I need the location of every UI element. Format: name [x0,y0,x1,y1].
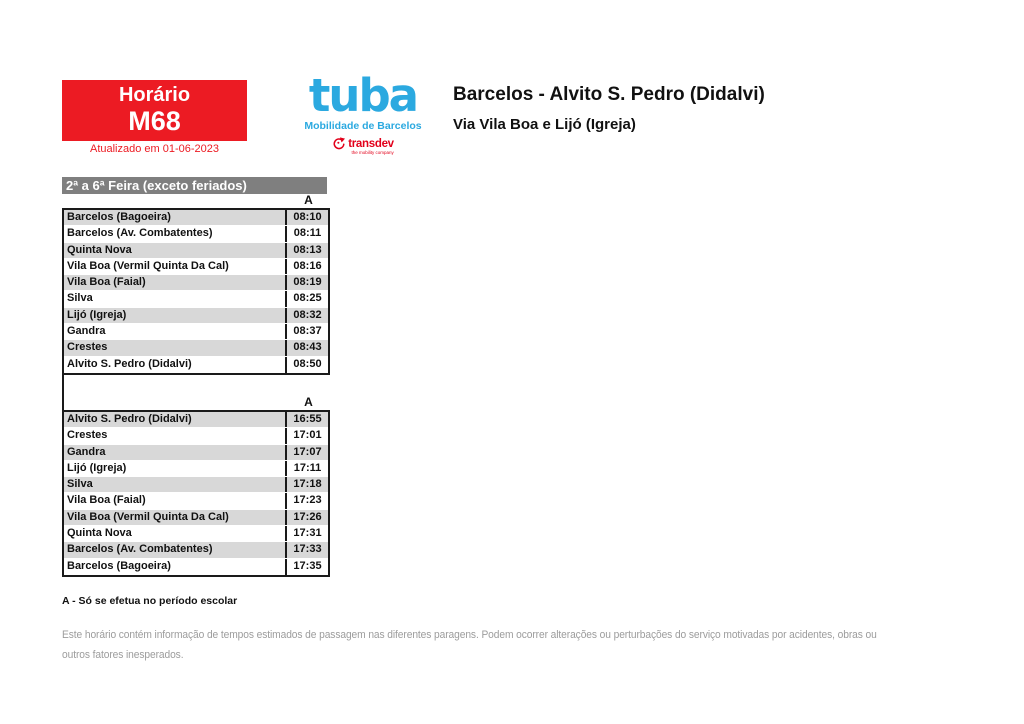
table-row [64,340,328,356]
table-row [64,259,328,275]
stop-name: Quinta Nova [67,243,132,256]
updated-date: Atualizado em 01-06-2023 [89,143,220,155]
transdev-wordmark: transdev [348,138,394,150]
time-cell: 17:18 [285,477,328,492]
table-row [64,510,328,526]
period-bar: 2ª a 6ª Feira (exceto feriados) [62,177,327,194]
stop-name: Lijó (Igreja) [67,308,127,321]
stop-name: Barcelos (Av. Combatentes) [67,227,213,240]
time-cell: 08:13 [285,243,328,258]
tuba-tagline: Mobilidade de Barcelos [304,120,422,132]
table-row [64,324,328,340]
time-cell: 08:10 [285,210,328,225]
stop-name: Vila Boa (Faial) [67,276,146,289]
transdev-tagline: the mobility company [351,150,394,155]
table-row [64,291,328,307]
table-row [64,412,328,428]
stop-name: Alvito S. Pedro (Didalvi) [67,413,192,425]
stop-name: Crestes [67,429,108,442]
table-row [64,477,328,493]
route-number: M68 [128,106,181,137]
stop-name: Barcelos (Av. Combatentes) [67,543,213,556]
time-cell: 16:55 [285,412,328,427]
time-cell: 08:37 [285,324,328,339]
table-row [64,357,328,373]
stop-name: Vila Boa (Vermil Quinta Da Cal) [67,259,229,272]
tuba-logo: tuba [308,69,418,122]
stop-name: Barcelos (Bagoeira) [67,211,171,223]
time-cell: 08:50 [285,357,328,373]
disclaimer-line-2: outros fatores inesperados. [62,649,184,661]
time-cell: 17:33 [285,542,328,557]
table-row [64,226,328,242]
time-cell: 08:43 [285,340,328,355]
return-table [62,410,330,577]
time-cell: 08:32 [285,308,328,323]
time-cell: 08:19 [285,275,328,290]
outbound-table [62,208,330,375]
stop-name: Barcelos (Bagoeira) [67,559,171,572]
stop-name: Vila Boa (Vermil Quinta Da Cal) [67,510,229,523]
table-connector-line [62,374,64,411]
stop-name: Silva [67,292,93,305]
stop-name: Gandra [67,445,106,458]
transdev-logo [332,137,394,155]
table-row [64,243,328,259]
page-subtitle: Via Vila Boa e Lijó (Igreja) [453,116,636,133]
table-row [64,210,328,226]
time-cell: 17:35 [285,559,328,575]
time-cell: 08:25 [285,291,328,306]
column-header-a-outbound: A [304,193,313,207]
stop-name: Alvito S. Pedro (Didalvi) [67,357,192,370]
table-row [64,428,328,444]
time-cell: 17:11 [285,461,328,476]
column-header-a-return: A [304,395,313,409]
stop-name: Lijó (Igreja) [67,461,127,474]
time-cell: 17:01 [285,428,328,443]
stop-name: Silva [67,478,93,491]
brand-logo-block [286,69,440,159]
table-row [64,275,328,291]
time-cell: 17:23 [285,493,328,508]
footnote-a: A - Só se efetua no período escolar [62,595,238,607]
table-row [64,493,328,509]
table-row [64,445,328,461]
table-row [64,526,328,542]
transdev-icon [332,137,346,151]
stop-name: Crestes [67,341,108,354]
page-title: Barcelos - Alvito S. Pedro (Didalvi) [453,84,765,105]
stop-name: Vila Boa (Faial) [67,494,146,507]
route-header-box [62,80,247,141]
time-cell: 17:31 [285,526,328,541]
table-row [64,542,328,558]
table-row [64,308,328,324]
disclaimer-line-1: Este horário contém informação de tempos estimados de passagem nas diferentes paragens. Podem ocorrer alterações ou perturbações do serviço motivadas por acidentes, obras ou [62,629,877,641]
table-row [64,461,328,477]
stop-name: Gandra [67,325,106,338]
time-cell: 08:16 [285,259,328,274]
stop-name: Quinta Nova [67,527,132,540]
time-cell: 08:11 [285,226,328,241]
time-cell: 17:26 [285,510,328,525]
time-cell: 17:07 [285,445,328,460]
disclaimer [62,625,877,665]
route-label: Horário [118,84,191,107]
table-row [64,559,328,575]
